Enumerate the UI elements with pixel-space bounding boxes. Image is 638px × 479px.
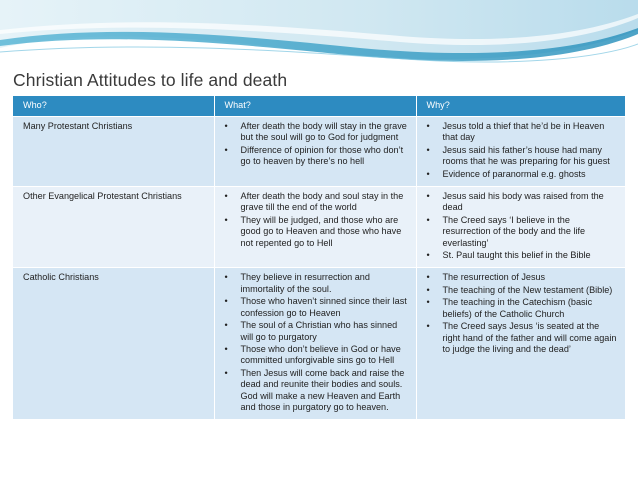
decorative-wave-banner	[0, 0, 638, 70]
list-item: • The Creed says Jesus ‘is seated at the right hand of the father and will come again to judge the living and the dead’	[427, 321, 617, 355]
list-item: • St. Paul taught this belief in the Bible	[427, 250, 617, 261]
column-header-why: Why?	[416, 96, 625, 117]
attitudes-table	[13, 96, 626, 419]
list-item: • Those who haven’t sinned since their last confession go to Heaven	[225, 296, 408, 319]
table-header-row	[13, 96, 625, 117]
list-item: • They believe in resurrection and immortality of the soul.	[225, 272, 408, 295]
list-item: • Evidence of paranormal e.g. ghosts	[427, 169, 617, 180]
list-item: • The teaching of the New testament (Bible)	[427, 285, 617, 296]
list-item: • They will be judged, and those who are good go to Heaven and those who have not repented go to Hell	[225, 215, 408, 249]
what-cell	[214, 187, 416, 268]
list-item: • Then Jesus will come back and raise the dead and reunite their bodies and souls. God will make a new Heaven and Earth and those in purgatory go to heaven.	[225, 368, 408, 414]
list-item: • Jesus told a thief that he’d be in Heaven that day	[427, 121, 617, 144]
what-cell	[214, 117, 416, 187]
table-row	[13, 117, 625, 187]
column-header-what: What?	[214, 96, 416, 117]
who-cell: Many Protestant Christians	[13, 117, 214, 187]
table-row	[13, 187, 625, 268]
list-item: • After death the body and soul stay in the grave till the end of the world	[225, 191, 408, 214]
list-item: • Difference of opinion for those who don’t go to heaven by there’s no hell	[225, 145, 408, 168]
list-item: • Jesus said his father’s house had many rooms that he was preparing for his guest	[427, 145, 617, 168]
column-header-who: Who?	[13, 96, 214, 117]
list-item: • Jesus said his body was raised from the dead	[427, 191, 617, 214]
list-item: • The resurrection of Jesus	[427, 272, 617, 283]
table-row	[13, 268, 625, 419]
list-item: • The teaching in the Catechism (basic beliefs) of the Catholic Church	[427, 297, 617, 320]
who-cell: Catholic Christians	[13, 268, 214, 419]
list-item: • The Creed says ‘I believe in the resurrection of the body and the life everlasting’	[427, 215, 617, 249]
list-item: • After death the body will stay in the grave but the soul will go to God for judgment	[225, 121, 408, 144]
why-cell	[416, 117, 625, 187]
why-cell	[416, 268, 625, 419]
list-item: • The soul of a Christian who has sinned will go to purgatory	[225, 320, 408, 343]
list-item: • Those who don’t believe in God or have committed unforgivable sins go to Hell	[225, 344, 408, 367]
what-cell	[214, 268, 416, 419]
why-cell	[416, 187, 625, 268]
who-cell: Other Evangelical Protestant Christians	[13, 187, 214, 268]
slide-title: Christian Attitudes to life and death	[13, 70, 288, 90]
